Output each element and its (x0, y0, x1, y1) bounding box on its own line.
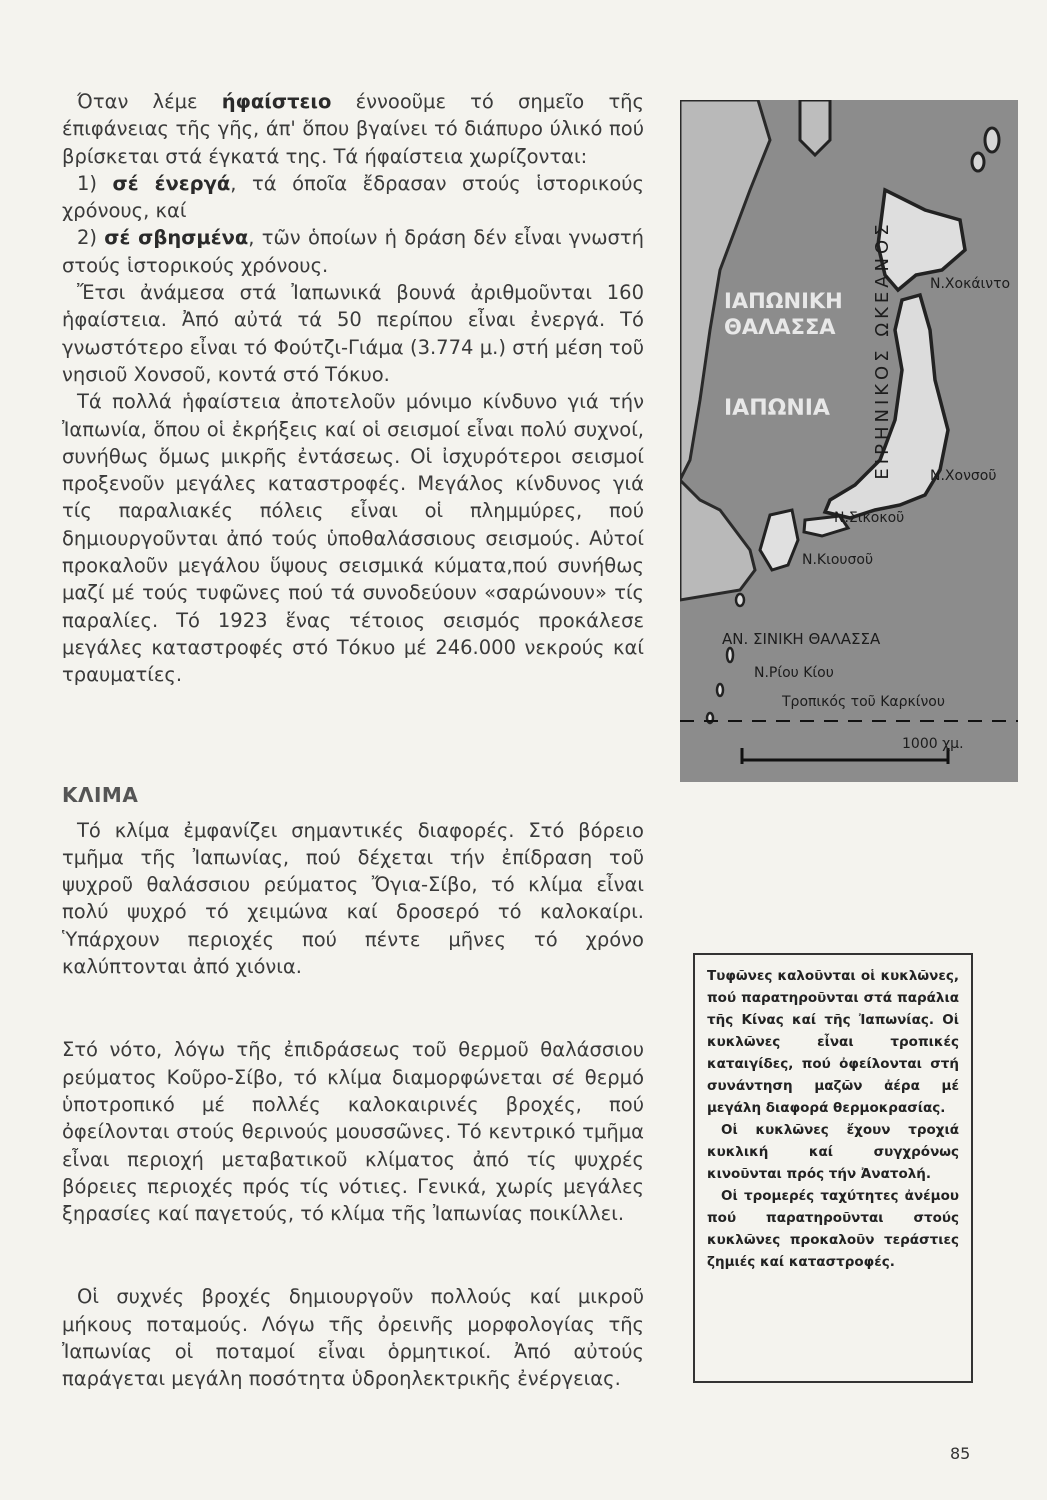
typhoon-info-box (693, 953, 973, 1383)
label-line: ΘΑΛΑΣΣΑ (724, 315, 836, 339)
label-pacific-ocean: ΕΙΡΗΝΙΚΟΣ ΩΚΕΑΝΟΣ (872, 220, 893, 480)
paragraph (62, 279, 644, 388)
japan-map (680, 100, 1018, 782)
map-graphic (680, 100, 1018, 782)
label-east-china-sea: ΑΝ. ΣΙΝΙΚΗ ΘΑΛΑΣΣΑ (722, 630, 881, 648)
label-ryukyu: Ν.Ρίου Κίου (754, 665, 834, 681)
paragraph (62, 88, 644, 170)
emphasis-text: σέ ένεργά (112, 171, 231, 195)
volcano-section (62, 88, 644, 689)
paragraph-text: Όταν λέμε (77, 90, 222, 113)
emphasis-text: σέ σβησμένα (104, 226, 249, 250)
emphasis-text: ήφαίστειο (221, 90, 332, 113)
paragraph (62, 224, 644, 279)
paragraph-text: , τῶν ὁποίων ἡ δράση δέν εἶναι γνωστή στούς ἱστορικούς χρόνους. (62, 226, 644, 277)
paragraph-text: Τό κλίμα ἐμφανίζει σημαντικές διαφορές. Στό βόρειο τμῆμα τῆς Ἰαπωνίας, πού δέχεται τήν ἐπίδραση τοῦ ψυχροῦ θαλάσσιου ρεύματος Ὄγια-Σίβο, τό κλίμα εἶναι πολύ ψυχρό τό χειμώνα καί δροσερό τό καλοκαίρι. Ὑπάρχουν περιοχές πού πέντε μῆνες τό χρόνο καλύπτονται ἀπό χιόνια. (62, 818, 644, 979)
label-line: ΙΑΠΩΝΙΚΗ (724, 289, 843, 313)
label-hokkaido: Ν.Χοκάιντο (930, 276, 1011, 292)
paragraph-text: 2) (77, 226, 105, 250)
label-tropic: Τροπικός τοῦ Καρκίνου (782, 694, 945, 710)
paragraph-text: Ἔτσι ἀνάμεσα στά Ἰαπωνικά βουνά ἀριθμοῦνται 160 ἡφαίστεια. Ἀπό αὐτά τά 50 περίπου εἶναι ἐνεργά. Τό γνωστότερο εἶναι τό Φούτζι-Γιάμα (3.774 μ.) στή μέση τοῦ νησιοῦ Χονσοῦ, κοντά στό Τόκυο. (62, 281, 644, 386)
label-honshu: Ν.Χονσοῦ (930, 468, 997, 484)
label-shikoku: Ν.Σικοκοῦ (834, 510, 905, 526)
info-text: Τυφῶνες καλοῦνται οἱ κυκλῶνες, πού παρατηροῦνται στά παράλια τῆς Κίνας καί τῆς Ἰαπωνίας. Οἱ κυκλῶνες εἶναι τροπικές καταιγίδες, πού ὀφείλονται στή συνάντηση μαζῶν ἀέρα μέ μεγάλη διαφορά θερμοκρασίας. (707, 968, 959, 1116)
main-text-column (62, 88, 644, 1393)
info-text: Οἱ τρομερές ταχύτητες ἀνέμου πού παρατηροῦνται στούς κυκλῶνες προκαλοῦν τεράστιες ζημιές καί καταστροφές. (707, 1188, 959, 1270)
info-text: Οἱ κυκλῶνες ἔχουν τροχιά κυκλική καί συγχρόνως κινοῦνται πρός τήν Ἀνατολή. (707, 1122, 959, 1182)
paragraph-text: , τά όποῖα ἔδρασαν στούς ἱστορικούς χρόνους, καί (62, 171, 644, 223)
paragraph (62, 1036, 644, 1227)
section-heading-climate: ΚΛΙΜΑ (62, 782, 139, 807)
paragraph (62, 170, 644, 225)
paragraph (62, 388, 644, 688)
paragraph (62, 817, 644, 981)
label-kyushu: Ν.Κιουσοῦ (802, 552, 874, 568)
label-japan-sea (724, 288, 843, 340)
paragraph-text: Οἱ συχνές βροχές δημιουργοῦν πολλούς καί μικροῦ μήκους ποταμούς. Λόγω τῆς ὀρεινῆς μορφολογίας τῆς Ἰαπωνίας οἱ ποταμοί εἶναι ὁρμητικοί. Ἀπό αὐτούς παράγεται μεγάλη ποσότητα ὑδροηλεκτρικῆς ἐνέργειας. (62, 1285, 644, 1391)
paragraph-text: Τά πολλά ἡφαίστεια ἀποτελοῦν μόνιμο κίνδυνο γιά τήν Ἰαπωνία, ὅπου οἱ ἐκρήξεις καί οἱ σεισμοί εἶναι πολύ συχνοί, συνήθως ὅμως μικρῆς ἐντάσεως. Οἱ ἰσχυρότεροι σεισμοί προξενοῦν μεγάλες καταστροφές. Μεγάλος κίνδυνος γιά τίς παραλιακές πόλεις εἶναι οἱ πλημμύρες, πού δημιουργοῦνται ἀπό τούς ὑποθαλάσσιους σεισμούς. Αὐτοί προκαλοῦν μεγάλου ὕψους σεισμικά κύματα,πού συνήθως μαζί μέ τούς τυφῶνες πού τά συνοδεύουν «σαρώνουν» τίς παραλίες. Τό 1923 ἕνας τέτοιος σεισμός προκάλεσε μεγάλες καταστροφές στό Τόκυο μέ 246.000 νεκρούς καί τραυματίες. (62, 390, 644, 687)
paragraph (62, 1283, 644, 1392)
paragraph-text: Στό νότο, λόγω τῆς ἐπιδράσεως τοῦ θερμοῦ θαλάσσιου ρεύματος Κοῦρο-Σίβο, τό κλίμα διαμορφώνεται σέ θερμό ὑποτροπικό μέ πολλές καλοκαιρινές βροχές, πού ὀφείλονται στούς θερινούς μουσσῶνες. Τό κεντρικό τμῆμα εἶναι περιοχή μεταβατικοῦ κλίματος ἀπό τίς ψυχρές βόρειες περιοχές πρός τίς νότιες. Γενικά, χωρίς μεγάλες ξηρασίες καί παγετούς, τό κλίμα τῆς Ἰαπωνίας ποικίλλει. (62, 1038, 644, 1226)
paragraph-text: έννοοῦμε τό σημεῖο τῆς έπιφάνειας τῆς γῆς, άπ' ὅπου βγαίνει τό διάπυρο ύλικό πού βρίσκεται στά έγκατά της. Τά ήφαίστεια χωρίζονται: (62, 90, 644, 168)
label-scale: 1000 χμ. (902, 736, 964, 752)
paragraph-text: 1) (77, 171, 113, 195)
label-japan: ΙΑΠΩΝΙΑ (724, 396, 830, 421)
page-number: 85 (950, 1444, 971, 1463)
